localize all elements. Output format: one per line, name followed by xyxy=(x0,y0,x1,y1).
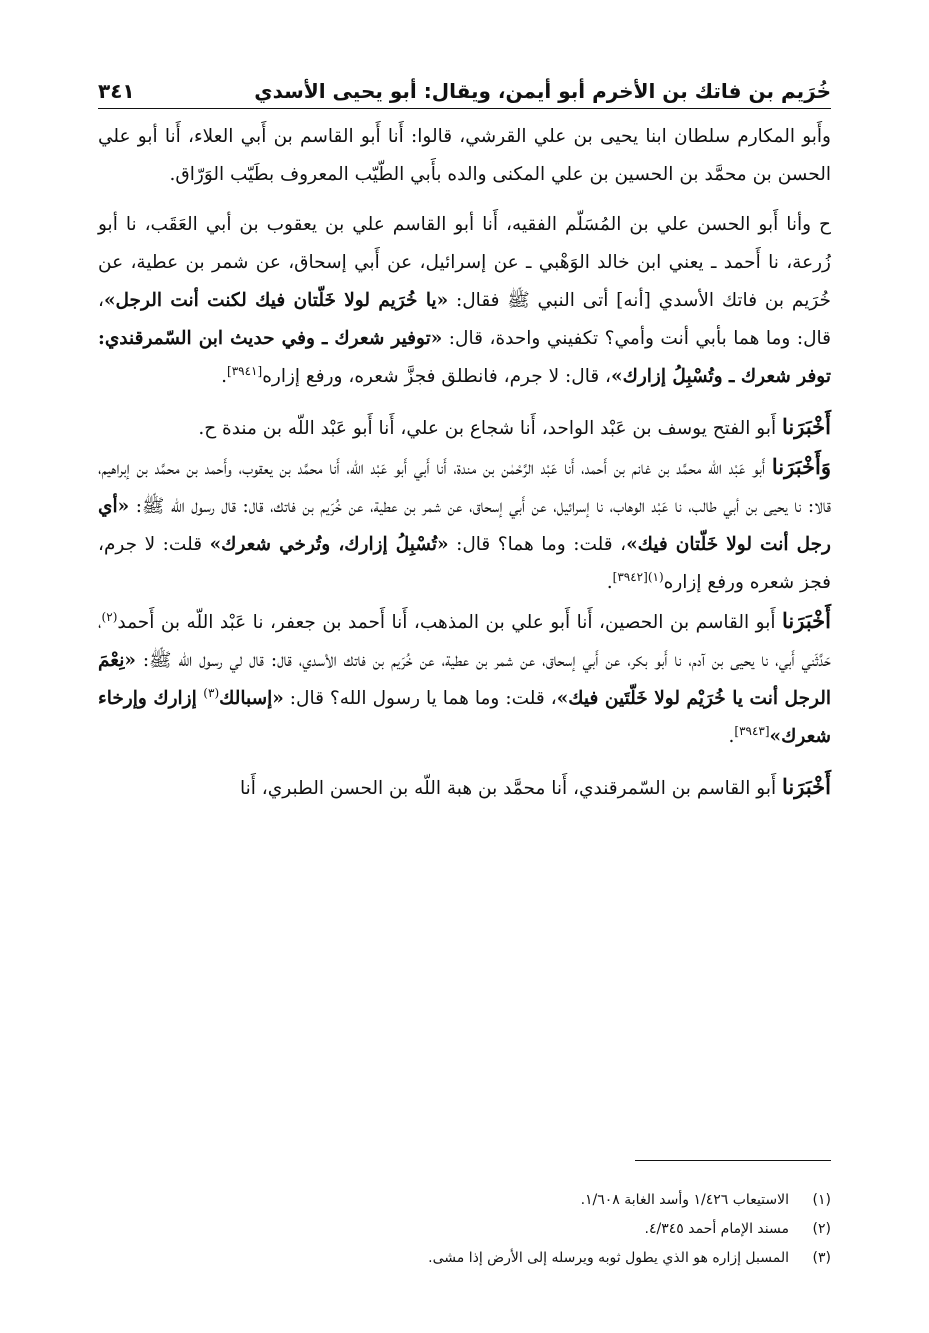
isnad-lead-word: أَخْبَرَنا xyxy=(782,414,831,439)
hadith-quote: «أي رجل أنت لولا خَلّتان فيك» xyxy=(98,496,831,555)
footnote xyxy=(98,1186,831,1215)
footnote-divider xyxy=(635,1160,831,1161)
reference-marker: (٣) xyxy=(203,685,220,700)
footnote xyxy=(98,1215,831,1244)
reference-marker: (١) xyxy=(647,569,664,584)
footnote xyxy=(98,1244,831,1273)
text-run: أَبو القاسم بن السّمرقندي، أَنا محمَّد بن هبة اللّه بن الحسن الطبري، أَنا xyxy=(239,778,783,799)
reference-marker: [٣٩٤٢] xyxy=(612,569,648,584)
hadith-quote: «يا خُرَيم لولا خَلّتان فيك لكنت أنت الرجل» xyxy=(103,290,449,311)
text-run: . xyxy=(728,726,735,747)
main-text xyxy=(98,118,831,808)
text-run: ح وأنا أَبو الحسن علي بن المُسَلّم الفقيه، أَنا أبو القاسم علي بن يعقوب بن أبي العَقَب، نا أبو زُرعة، نا أَحمد ـ يعني ابن خالد الوَهْبي ـ عن إسرائيل، عن أَبي إسحاق، عن شمر بن عطية، عن خُرَيم بن فاتك الأسدي [أنه] أتى النبي ﷺ فقال: xyxy=(98,214,831,311)
footnote-text: الاستيعاب ١/٤٢٦ وأسد الغابة ١/٦٠٨. xyxy=(580,1192,789,1208)
footnote-text: مسند الإمام أحمد ٤/٣٤٥. xyxy=(644,1221,789,1237)
paragraph xyxy=(98,206,831,396)
text-run: ، قلت: وما هما؟ قال: xyxy=(448,534,627,555)
reference-marker: [٣٩٤٣] xyxy=(734,723,770,738)
reference-marker: (٢) xyxy=(101,609,118,624)
text-run: . xyxy=(606,572,613,593)
hadith-quote: «توفير شعرك ـ وفي حديث ابن السّمرقندي: توفر شعرك ـ وتُسْبِلُ إزارك» xyxy=(98,328,831,387)
text-run: أَبو عَبْد اللّه محمَّد بن غانم بن أَحمد، أَنا عَبْد الرَّحْمٰن بن مندة، أَنا أَبي أَبو عَبْد اللّه، أَنا محمَّد بن يعقوب، وأَحمد بن محمَّد بن إبراهيم، قالا: نا يحيى بن أبي طالب، نا عَبْد الوهاب، نا إسرائيل، عن أَبي إسحاق، عن شمر بن عطية، عن خُرَيم بن فاتك، قال: قال رسول الله ﷺ: xyxy=(98,458,831,517)
footnote-number: (١) xyxy=(812,1192,831,1208)
running-head: خُرَيم بن فاتك بن الأخرم أبو أيمن، ويقال: أبو يحيى الأسدي xyxy=(254,79,831,103)
isnad-lead-word: أَخْبَرَنا xyxy=(782,608,831,633)
isnad-lead-word: أَخْبَرَنا xyxy=(782,774,831,799)
text-run: ، قلت: وما هما يا رسول الله؟ قال: xyxy=(283,688,557,709)
paragraph xyxy=(98,448,831,602)
text-run: أَبو الفتح يوسف بن عَبْد الواحد، أَنا شجاع بن علي، أَنا أَبو عَبْد اللّه بن مندة ح. xyxy=(198,418,783,439)
paragraph xyxy=(98,118,831,194)
hadith-quote: «إسبالك xyxy=(219,688,284,709)
footnote-number: (٣) xyxy=(812,1250,831,1266)
text-run: وأَبو المكارم سلطان ابنا يحيى بن علي القرشي، قالوا: أَنا أَبو القاسم بن أَبي العلاء، أَنا أبو علي الحسن بن محمَّد بن الحسين بن علي المكنى والده بأَبي الطّيّب المعروف بطَيّب الوَرّاق. xyxy=(98,126,831,185)
footnote-number: (٢) xyxy=(812,1221,831,1237)
text-run: ، حَدَّثَني أَبي، نا يحيى بن آدم، نا أَبو بكر، عن أَبي إسحاق، عن شمر بن عطية، عن خُرَيم بن فاتك الأسدي، قال: قال لي رسول الله ﷺ: xyxy=(98,612,831,671)
isnad-lead-word: وَأَخْبَرَنا xyxy=(771,454,831,479)
paragraph xyxy=(98,768,831,808)
paragraph xyxy=(98,602,831,756)
text-run: قلت: لا جرم، فجز شعره ورفع إزاره xyxy=(98,534,831,593)
paragraph xyxy=(98,408,831,448)
text-run: ، قال: وما هما بأبي أنت وأمي؟ تكفيني واحدة، قال: xyxy=(98,290,831,349)
page-header xyxy=(98,68,831,106)
text-run: . xyxy=(221,366,228,387)
footnote-text: المسبل إزاره هو الذي يطول ثوبه ويرسله إلى الأرض إذا مشى. xyxy=(428,1250,789,1266)
page-number: ٣٤١ xyxy=(98,79,135,103)
hadith-quote: «تُسْبِلُ إزارك، وتُرخي شعرك» xyxy=(209,534,449,555)
hadith-quote: إزارك وإرخاء شعرك» xyxy=(98,688,831,747)
footnotes xyxy=(98,1186,831,1273)
header-divider xyxy=(98,108,831,109)
text-run: أَبو القاسم بن الحصين، أَنا أَبو علي بن المذهب، أَنا أَحمد بن جعفر، نا عَبْد اللّه بن أَحمد xyxy=(117,612,783,633)
text-run: ، قال: لا جرم، فانطلق فجزَّ شعره، ورفع إزاره xyxy=(262,366,612,387)
hadith-quote: «نِعْمَ الرجل أنت يا خُرَيْم لولا خَلّتَين فيك» xyxy=(98,650,831,709)
reference-marker: [٣٩٤١] xyxy=(227,363,263,378)
